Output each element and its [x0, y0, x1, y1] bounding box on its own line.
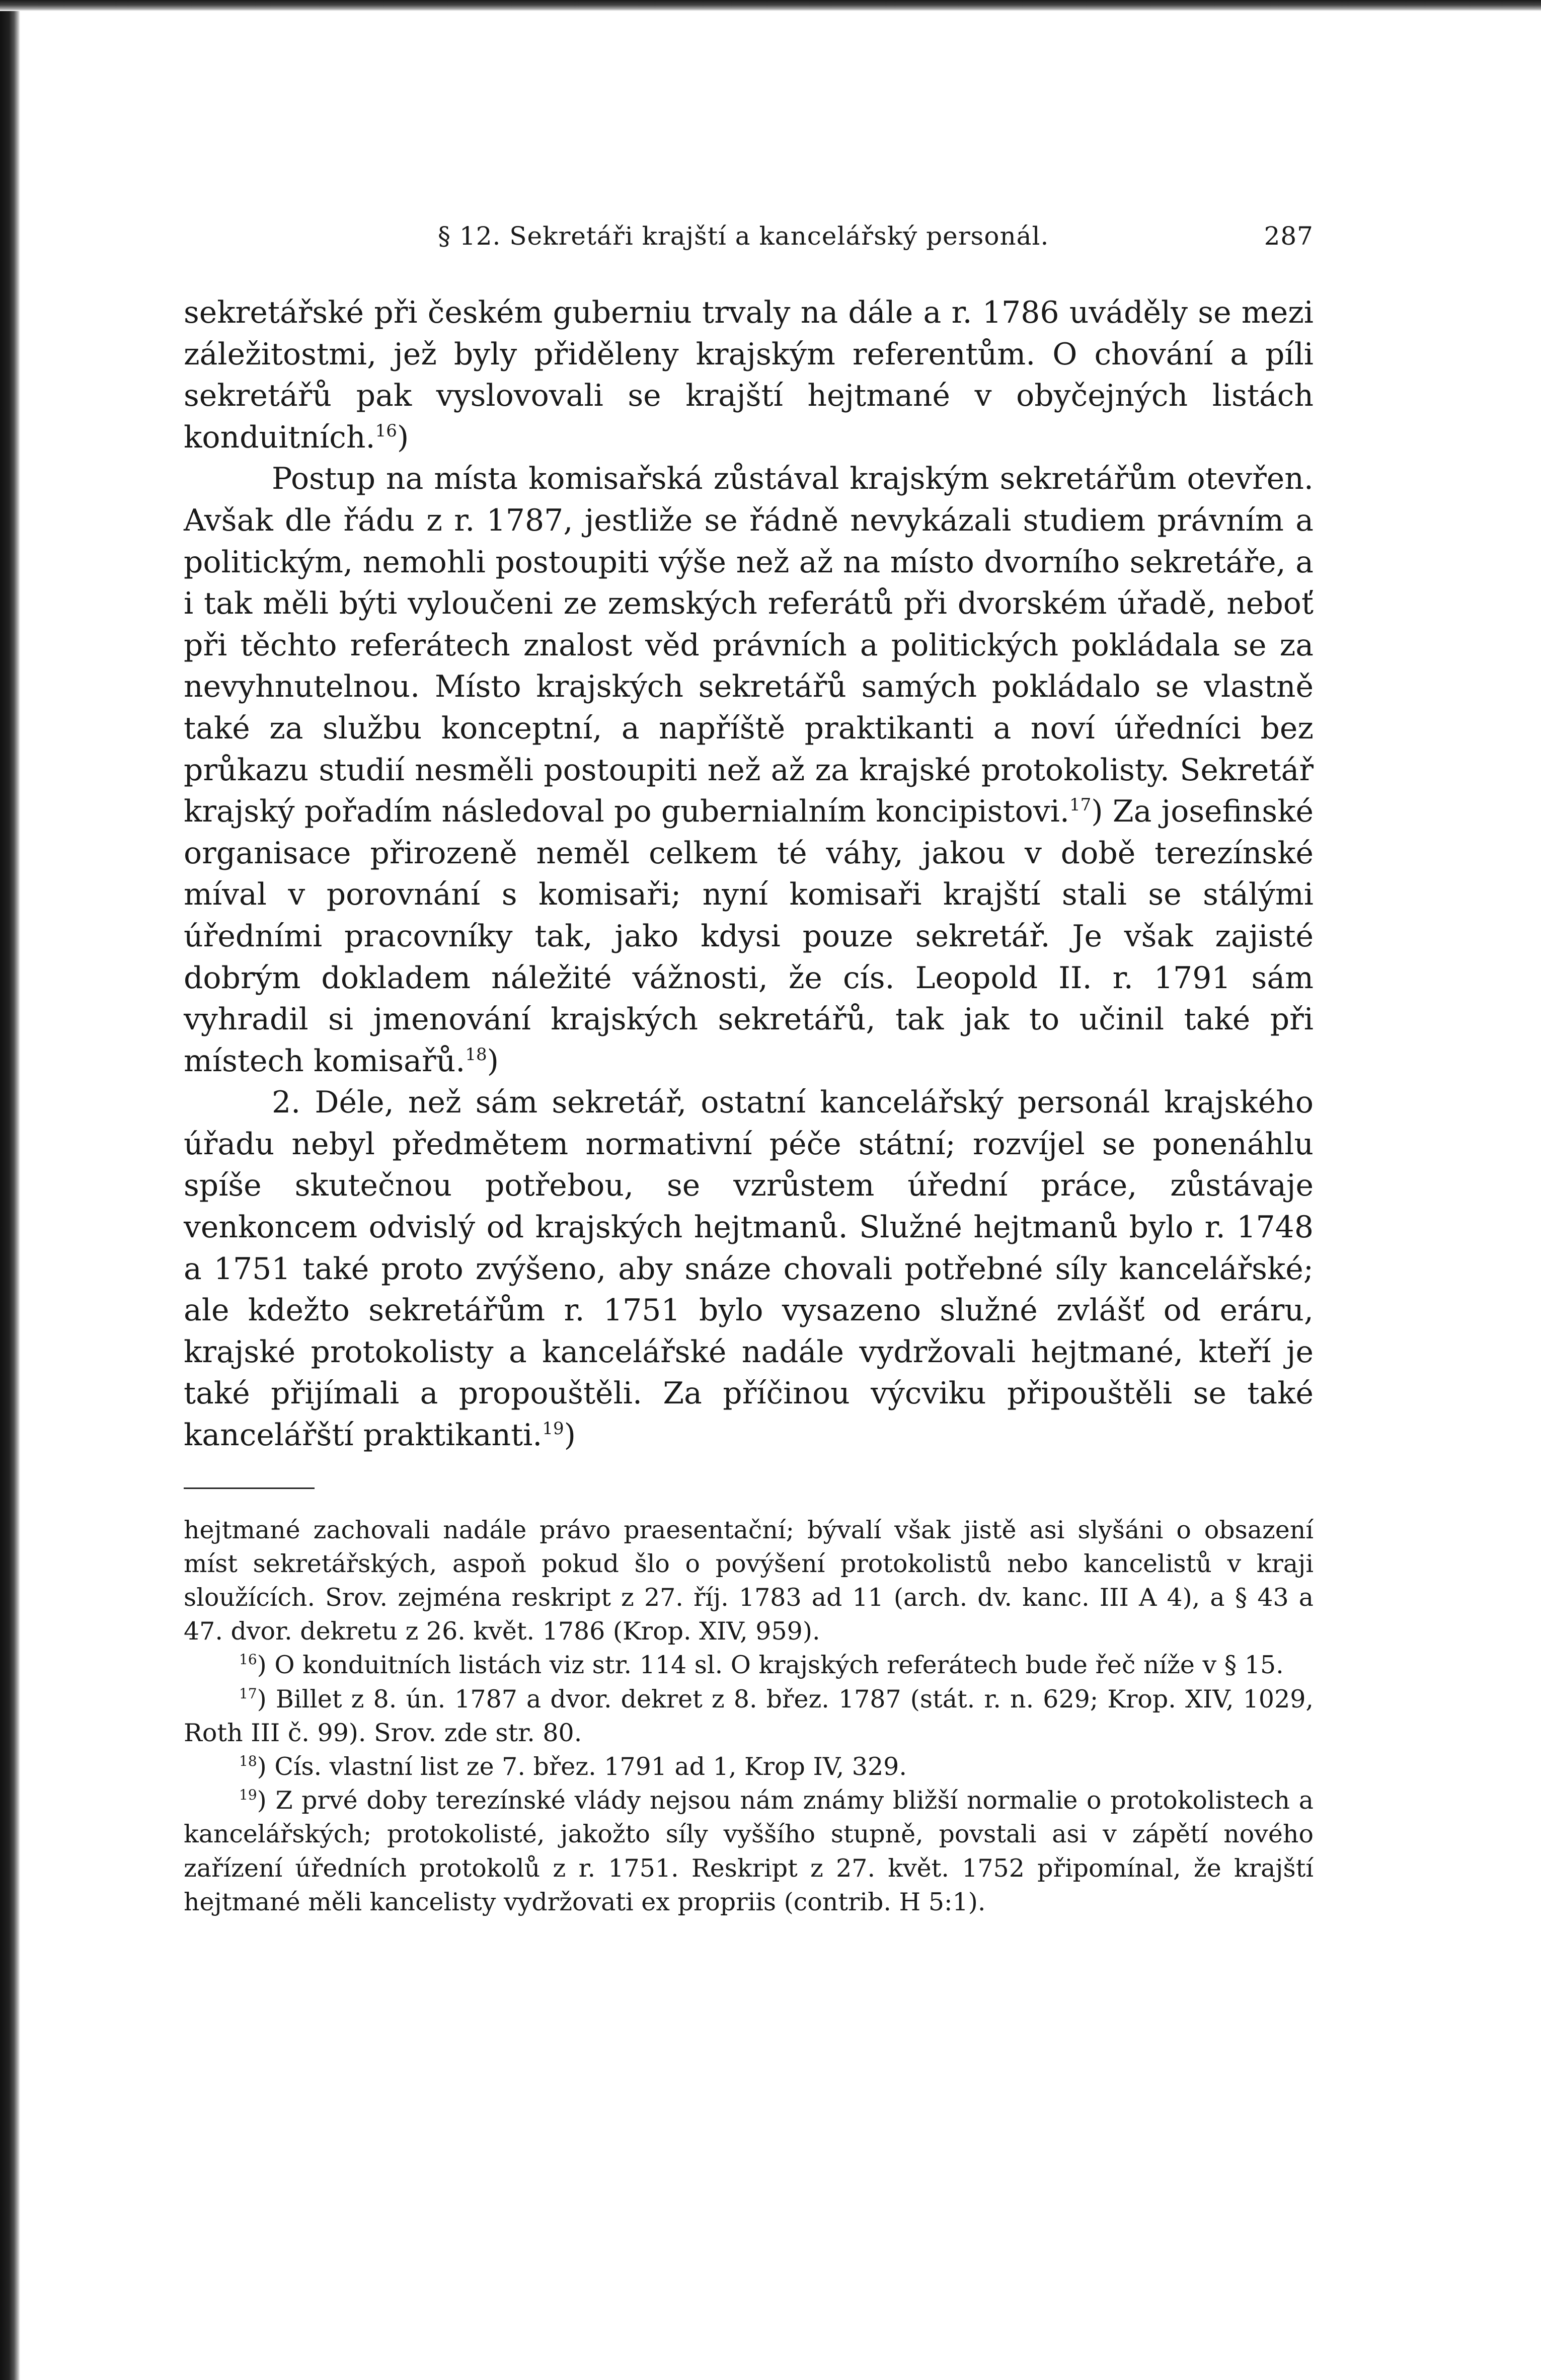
paragraph-2-text-b: ) Za josefinské organisace přirozeně neměl celkem té váhy, jakou v době terezínské míval v porovnání s komisaři; nyní komisaři krajští stali se stálými úředními pracovníky tak, jako kdysi pouze sekretář. Je však zajisté dobrým dokladem náležité vážnosti, že cís. Leopold II. r. 1791 sám vyhradil si jmenování krajských sekretářů, tak jak to učinil také při místech komisařů. [184, 794, 1314, 1079]
footnote-19-text: ) Z prvé doby terezínské vlády nejsou nám známy bližší normalie o protokolistech a kancelářských; protokolisté, jakožto síly vyššího stupně, povstali asi v zápětí nového zařízení úředních protokolů z r. 1751. Reskript z 27. květ. 1752 připomínal, že krajští hejtmané měli kancelisty vydržovati ex propriis (contrib. H 5:1). [184, 1786, 1314, 1916]
paragraph-3 [184, 1082, 1314, 1456]
footnote-17-text: ) Billet z 8. ún. 1787 a dvor. dekret z 8. břez. 1787 (stát. r. n. 629; Krop. XIV, 1029, Roth III č. 99). Srov. zde str. 80. [184, 1684, 1314, 1747]
paragraph-2 [184, 458, 1314, 1082]
footnote-18 [184, 1750, 1314, 1783]
footnote-19 [184, 1783, 1314, 1919]
footnote-17 [184, 1682, 1314, 1750]
footnote-16-mark: 16 [239, 1651, 257, 1668]
note-ref-17: 17 [1069, 795, 1092, 815]
paragraph-2-close: ) [487, 1043, 499, 1079]
footnote-18-text: ) Cís. vlastní list ze 7. břez. 1791 ad 1, Krop IV, 329. [257, 1752, 907, 1781]
footnote-16 [184, 1648, 1314, 1682]
main-text [184, 292, 1314, 1456]
header-title: § 12. Sekretáři krajští a kancelářský personál. [438, 221, 1049, 251]
scan-border-top [0, 0, 1541, 11]
footnote-continuation: hejtmané zachovali nadále právo praesentační; bývalí však jistě asi slyšáni o obsazení míst sekretářských, aspoň pokud šlo o povýšení protokolistů nebo kancelistů v kraji sloužících. Srov. zejména reskript z 27. říj. 1783 ad 11 (arch. dv. kanc. III A 4), a § 43 a 47. dvor. dekretu z 26. květ. 1786 (Krop. XIV, 959). [184, 1515, 1314, 1646]
paragraph-2-text-a: Postup na místa komisařská zůstával krajským sekretářům otevřen. Avšak dle řádu z r. 1787, jestliže se řádně nevykázali studiem právním a politickým, nemohli postoupiti výše než až na místo dvorního sekretáře, a i tak měli býti vyloučeni ze zemských referátů při dvorském úřadě, neboť při těchto referátech znalost věd právních a politických pokládala se za nevyhnutelnou. Místo krajských sekretářů samých pokládalo se vlastně také za službu konceptní, a napříště praktikanti a noví úředníci bez průkazu studií nesměli postoupiti než až za krajské protokolisty. Sekretář krajský pořadím následoval po gubernialním koncipistovi. [184, 461, 1314, 830]
footnotes [184, 1513, 1314, 1919]
paragraph-1-text: sekretářské při českém guberniu trvaly na dále a r. 1786 uváděly se mezi záležitostmi, jež byly přiděleny krajským referentům. O chování a píli sekretářů pak vyslovovali se krajští hejtmané v obyčejných listách konduitních. [184, 295, 1314, 455]
footnote-16-text: ) O konduitních listách viz str. 114 sl. O krajských referátech bude řeč níže v § 15. [257, 1651, 1284, 1680]
scan-border-left [0, 0, 20, 2380]
footnote-17-mark: 17 [239, 1685, 257, 1702]
paragraph-1-close: ) [397, 419, 409, 455]
paragraph-1 [184, 292, 1314, 458]
paragraph-3-close: ) [564, 1418, 576, 1453]
note-ref-19: 19 [542, 1419, 564, 1439]
footnote-18-mark: 18 [239, 1753, 257, 1770]
footnote-19-mark: 19 [239, 1787, 257, 1804]
note-ref-16: 16 [375, 420, 397, 441]
paragraph-3-text: 2. Déle, než sám sekretář, ostatní kancelářský personál krajského úřadu nebyl předmětem normativní péče státní; rozvíjel se ponenáhlu spíše skutečnou potřebou, se vzrůstem úřední práce, zůstávaje venkoncem odvislý od krajských hejtmanů. Služné hejtmanů bylo r. 1748 a 1751 také proto zvýšeno, aby snáze chovali potřebné síly kancelářské; ale kdežto sekretářům r. 1751 bylo vysazeno služné zvlášť od eráru, krajské protokolisty a kancelářské nadále vydržovali hejtmané, kteří je také přijímali a propouštěli. Za příčinou výcviku připouštěli se také kancelářští praktikanti. [184, 1085, 1314, 1453]
note-ref-18: 18 [465, 1044, 487, 1065]
footnote-rule [184, 1488, 315, 1489]
page-number: 287 [1264, 221, 1314, 251]
book-page [184, 221, 1314, 1919]
running-header [184, 221, 1314, 267]
